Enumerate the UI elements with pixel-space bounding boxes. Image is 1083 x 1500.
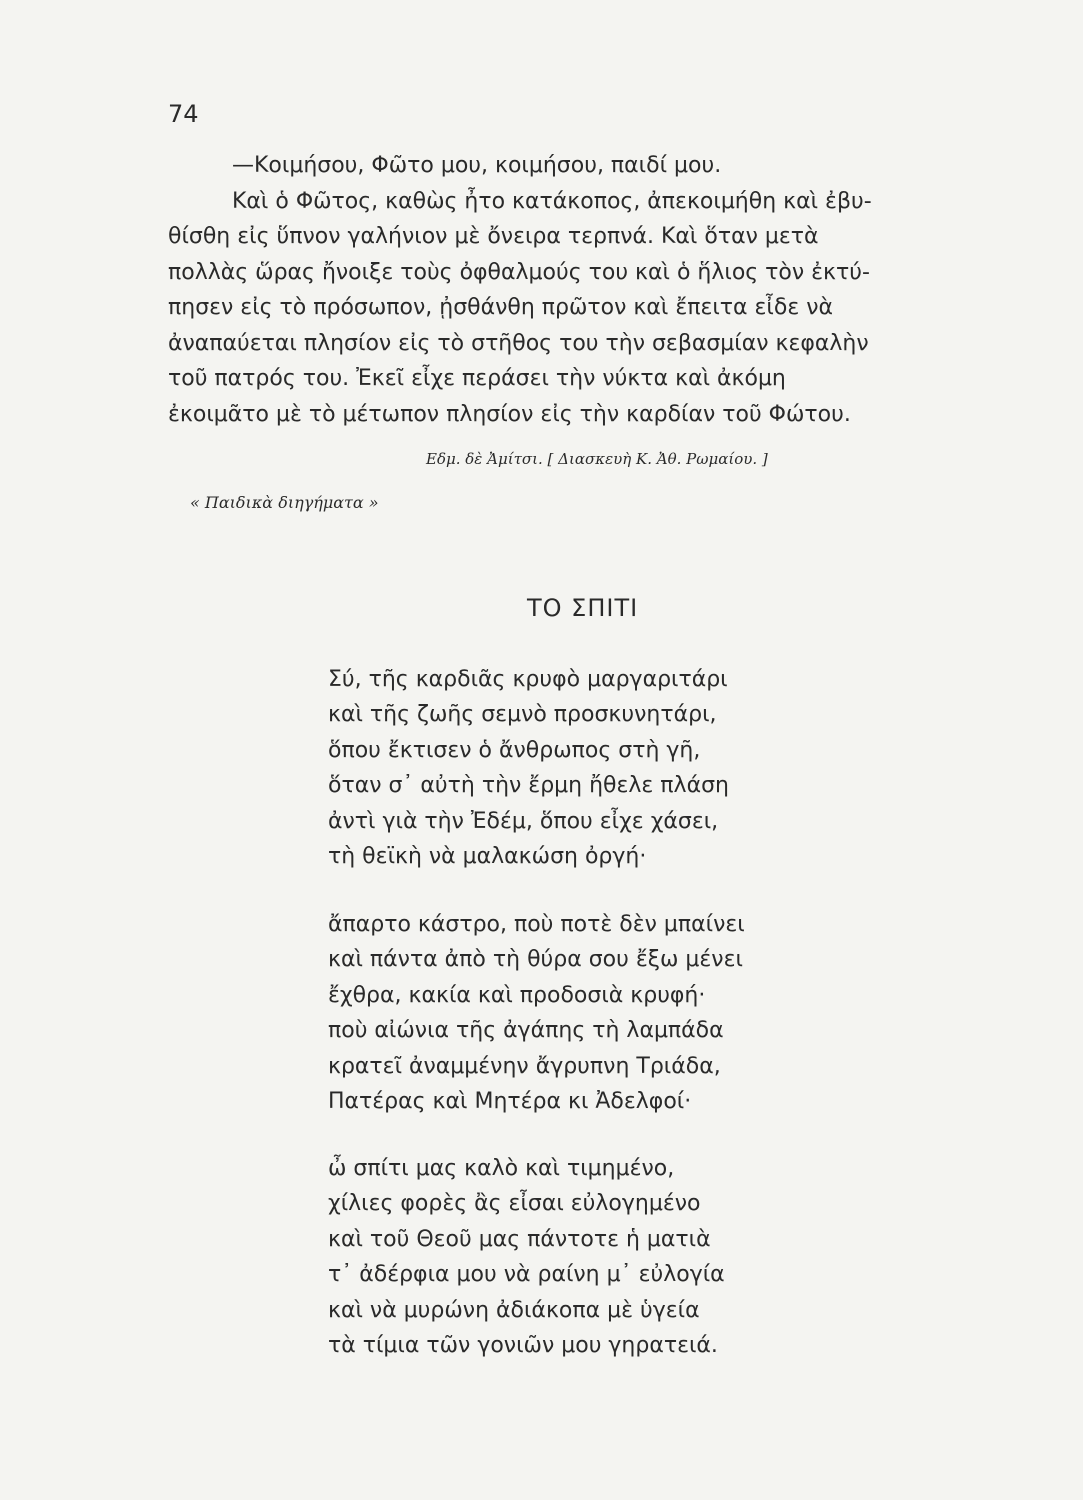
prose-line: ἀναπαύεται πλησίον εἰς τὸ στῆθος του τὴν σεβασμίαν κεφαλὴν	[168, 330, 869, 356]
poem-stanza	[328, 907, 745, 1119]
poem-line: ἄπαρτο κάστρο, ποὺ ποτὲ δὲν μπαίνει	[328, 912, 745, 937]
poem-line: ὦ σπίτι μας καλὸ καὶ τιμημένο,	[328, 1156, 675, 1181]
poem-line: καὶ πάντα ἀπὸ τὴ θύρα σου ἔξω μένει	[328, 947, 743, 973]
poem-stanza	[328, 662, 729, 874]
poem-line: καὶ τοῦ Θεοῦ μας πάντοτε ἡ ματιὰ	[328, 1226, 711, 1252]
poem-line: Πατέρας καὶ Μητέρα κι Ἀδελφοί·	[328, 1089, 692, 1115]
poem-line: καὶ τῆς ζωῆς σεμνὸ προσκυνητάρι,	[328, 702, 717, 728]
poem-line: χίλιες φορὲς ἂς εἶσαι εὐλογημένο	[328, 1191, 701, 1217]
attribution: Εδμ. δὲ Ἀμίτσι. [ Διασκευὴ Κ. Ἀθ. Ρωμαίου. ]	[426, 450, 768, 468]
prose-line: τοῦ πατρός του. Ἐκεῖ εἶχε περάσει τὴν νύκτα καὶ ἀκόμη	[168, 366, 786, 391]
poem-title: ΤΟ ΣΠΙΤΙ	[527, 594, 639, 622]
page-number: 74	[168, 100, 199, 128]
source-title: « Παιδικὰ διηγήματα »	[190, 493, 379, 512]
prose-line: πησεν εἰς τὸ πρόσωπον, ᾐσθάνθη πρῶτον καὶ ἔπειτα εἶδε νὰ	[168, 295, 834, 320]
poem-line: καὶ νὰ μυρώνη ἀδιάκοπα μὲ ὑγεία	[328, 1297, 700, 1323]
prose-line: —Κοιμήσου, Φῶτο μου, κοιμήσου, παιδί μου.	[232, 153, 722, 178]
poem-line: κρατεῖ ἀναμμένην ἄγρυπνη Τριάδα,	[328, 1053, 721, 1079]
poem-line: Σύ, τῆς καρδιᾶς κρυφὸ μαργαριτάρι	[328, 667, 728, 692]
prose-line: Καὶ ὁ Φῶτος, καθὼς ἦτο κατάκοπος, ἀπεκοιμήθη καὶ ἐβυ-	[232, 188, 872, 214]
poem-stanza	[328, 1151, 725, 1363]
poem-line: τ᾽ ἀδέρφια μου νὰ ραίνη μ᾽ εὐλογία	[328, 1262, 725, 1288]
prose-paragraph	[168, 148, 1028, 432]
poem-line: τὴ θεϊκὴ νὰ μαλακώση ὀργή·	[328, 844, 647, 870]
poem-line: ποὺ αἰώνια τῆς ἀγάπης τὴ λαμπάδα	[328, 1018, 724, 1044]
poem-line: ὅπου ἔκτισεν ὁ ἄνθρωπος στὴ γῆ,	[328, 737, 701, 763]
poem-line: ἔχθρα, κακία καὶ προδοσιὰ κρυφή·	[328, 982, 706, 1008]
prose-line: ἐκοιμᾶτο μὲ τὸ μέτωπον πλησίον εἰς τὴν καρδίαν τοῦ Φώτου.	[168, 401, 851, 427]
poem-line: τὰ τίμια τῶν γονιῶν μου γηρατειά.	[328, 1333, 718, 1359]
prose-line: πολλὰς ὥρας ἤνοιξε τοὺς ὀφθαλμούς του καὶ ὁ ἥλιος τὸν ἐκτύ-	[168, 259, 870, 285]
prose-line: θίσθη εἰς ὕπνον γαλήνιον μὲ ὄνειρα τερπνά. Καὶ ὅταν μετὰ	[168, 224, 819, 249]
poem-line: ὅταν σ᾽ αὐτὴ τὴν ἔρμη ἤθελε πλάση	[328, 773, 729, 799]
poem-line: ἀντὶ γιὰ τὴν Ἐδέμ, ὅπου εἶχε χάσει,	[328, 808, 719, 834]
